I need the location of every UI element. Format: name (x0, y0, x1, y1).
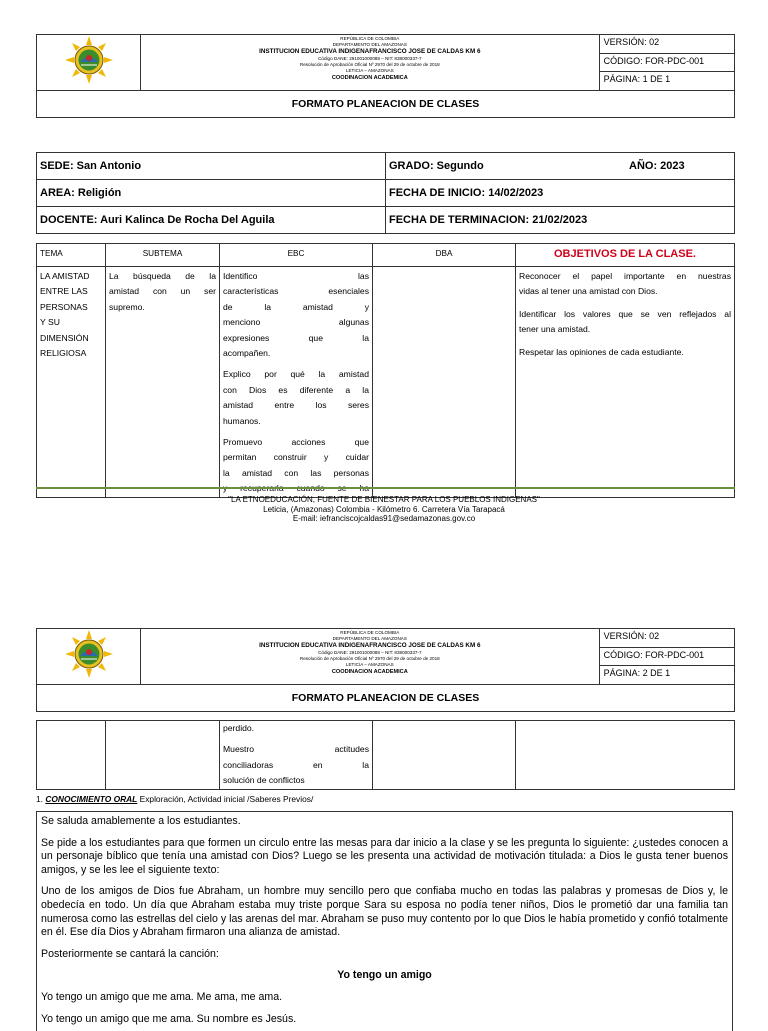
header-ebc: EBC (220, 244, 373, 267)
page-label: PÁGINA: 1 DE 1 (599, 72, 734, 91)
subtema-cell: La búsqueda de la amistad con un ser supremo. (106, 267, 220, 498)
plan-table-continued (36, 720, 735, 790)
ebc-cell-cont: perdido. Muestro actitudes conciliadoras en la solución de conflictos (220, 721, 373, 790)
institution-info: REPÚBLICA DE COLOMBIA DEPARTAMENTO DEL AMAZONAS INSTITUCION EDUCATIVA INDIGENAFRANCISCO JOSE DE CALDAS KM 6 Código DANE: 291001000088 – NIT: 838000337-7 Resolución de Aprobación Oficial Nº 2970 del 29 de octubre de 2018 LETICIA – AMAZONAS COODINACION ACADEMICA (141, 629, 600, 685)
abraham-story-paragraph: Uno de los amigos de Dios fue Abraham, un hombre muy sencillo pero que confiaba mucho en todas las palabras y promesas de Dios y, le obedecía en todo. Un día que Abraham estaba muy triste porque Sara su esposa no podía tener niños, Dios le prometió dar una familia tan numerosa como las estrellas del cielo y las arenas del mar. Abraham se puso muy contento por lo que Dios le había prometido y confió totalmente en él. Ese día Dios y Abraham firmaron una alianza de amistad. (41, 885, 728, 939)
grado-cell: GRADO: Segundo (386, 153, 627, 180)
anio-cell: AÑO: 2023 (626, 153, 735, 180)
school-logo (37, 629, 141, 685)
header-objetivos: OBJETIVOS DE LA CLASE. (516, 244, 735, 267)
code-label: CÓDIGO: FOR-PDC-001 (599, 53, 734, 72)
tema-cell: LA AMISTAD ENTRE LAS PERSONAS Y SU DIMENSIÓN RELIGIOSA (37, 267, 106, 498)
section-heading: 1. CONOCIMIENTO ORAL Exploración, Actividad inicial /Saberes Previos/ (36, 794, 314, 804)
page-label: PÁGINA: 2 DE 1 (599, 666, 734, 685)
page1-header (36, 34, 735, 118)
class-info-table (36, 152, 735, 234)
sede-cell: SEDE: San Antonio (37, 153, 386, 180)
sun-seal-icon (63, 35, 115, 85)
objetivos-cell: Reconocer el papel importante en nuestras vidas al tener una amistad con Dios. Identificar los valores que se ven reflejados al tener una amistad. Respetar las opiniones de cada estudiante. (516, 267, 735, 498)
dba-cell-cont (373, 721, 516, 790)
institution-info: REPÚBLICA DE COLOMBIA DEPARTAMENTO DEL AMAZONAS INSTITUCION EDUCATIVA INDIGENAFRANCISCO JOSE DE CALDAS KM 6 Código DANE: 291001000088 – NIT: 838000337-7 Resolución de Aprobación Oficial Nº 2970 del 29 de octubre de 2018 LETICIA – AMAZONAS COODINACION ACADEMICA (141, 35, 600, 91)
activity-box (36, 811, 733, 1031)
greeting-paragraph: Se saluda amablemente a los estudiantes. (41, 815, 241, 827)
format-title: FORMATO PLANEACION DE CLASES (37, 685, 735, 712)
page-footer: "LA ETNOEDUCACIÓN, FUENTE DE BIENESTAR PARA LOS PUEBLOS INDIGENAS" Leticia, (Amazonas) Colombia - Kilómetro 6. Carretera Vía Tarapacá E-mail: iefranciscojcaldas91@sedamazonas.gov.co (228, 495, 540, 523)
docente-cell: DOCENTE: Auri Kalinca De Rocha Del Aguila (37, 207, 386, 234)
area-cell: AREA: Religión (37, 180, 386, 207)
format-title: FORMATO PLANEACION DE CLASES (37, 91, 735, 118)
page2-header (36, 628, 735, 712)
objetivos-cell-cont (516, 721, 735, 790)
song-intro: Posteriormente se cantará la canción: (41, 947, 219, 960)
sun-seal-icon (63, 629, 115, 679)
plan-table (36, 243, 735, 498)
fecha-terminacion-cell: FECHA DE TERMINACION: 21/02/2023 (386, 207, 735, 234)
subtema-cell-cont (106, 721, 220, 790)
code-label: CÓDIGO: FOR-PDC-001 (599, 647, 734, 666)
school-logo (37, 35, 141, 91)
tema-cell-cont (37, 721, 106, 790)
fecha-inicio-cell: FECHA DE INICIO: 14/02/2023 (386, 180, 735, 207)
song-line: Yo tengo un amigo que me ama. Me ama, me ama. (41, 990, 283, 1003)
footer-divider (36, 487, 735, 489)
song-title: Yo tengo un amigo (337, 969, 432, 982)
version-label: VERSIÓN: 02 (599, 35, 734, 54)
version-label: VERSIÓN: 02 (599, 629, 734, 648)
song-line: Yo tengo un amigo que me ama. Su nombre es Jesús. (41, 1012, 297, 1025)
dba-cell (373, 267, 516, 498)
instructions-paragraph: Se pide a los estudiantes para que formen un circulo entre las mesas para dar inicio a la clase y se les pregunta lo siguiente: ¿ustedes conocen a un personaje bíblico que tenía una amistad con Dios? Luego se les presenta una actividad de motivación titulada: a Dios le gusta tener buenos amigos, y se les lee el siguiente texto: (41, 836, 728, 876)
header-dba: DBA (373, 244, 516, 267)
header-tema: TEMA (37, 244, 106, 267)
ebc-cell: Identifico las características esenciales de la amistad y menciono algunas expresiones que la acompañen. Explico por qué la amistad con Dios es diferente a la amistad entre los seres humanos. Promuevo acciones que permitan construir y cuidar la amistad con las personas (220, 267, 373, 498)
header-subtema: SUBTEMA (106, 244, 220, 267)
